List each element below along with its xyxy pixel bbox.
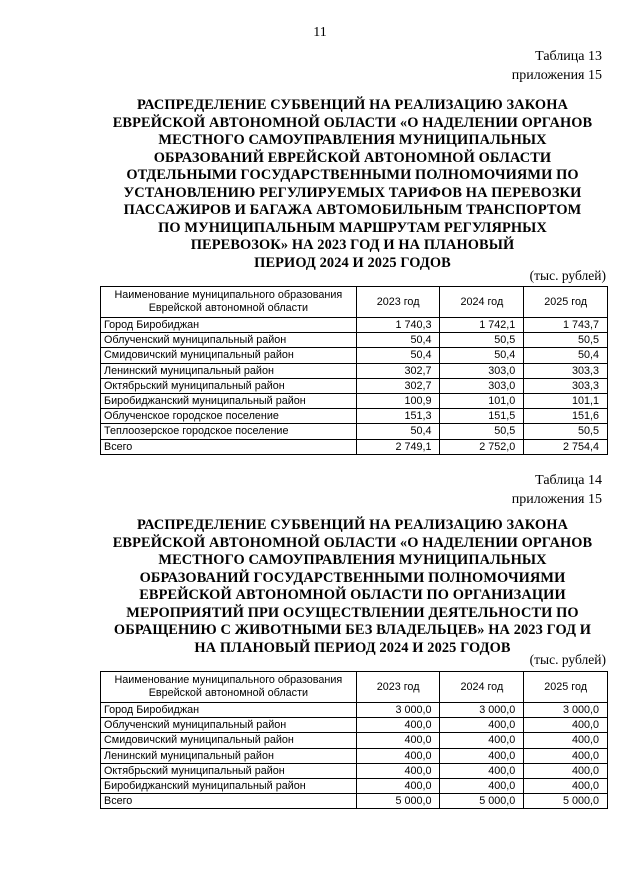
table13-title-line: РАСПРЕДЕЛЕНИЕ СУБВЕНЦИЙ НА РЕАЛИЗАЦИЮ ЗАКОНА [137,97,568,113]
table13-header-row [101,287,608,318]
table-row [101,333,608,348]
table-row [101,363,608,378]
table14-title [95,517,610,657]
row-name: Город Биробиджан [101,318,357,333]
row-name: Октябрьский муниципальный район [101,763,357,778]
table13-title-line: ОТДЕЛЬНЫМИ ГОСУДАРСТВЕННЫМИ ПОЛНОМОЧИЯМИ ПО [126,167,579,183]
value-2023: 400,0 [356,748,440,763]
value-2024: 400,0 [440,718,524,733]
value-2024: 50,5 [440,424,524,439]
value-2024: 50,4 [440,348,524,363]
row-name: Теплоозерское городское поселение [101,424,357,439]
row-name: Октябрьский муниципальный район [101,378,357,393]
value-2025: 400,0 [524,718,608,733]
column-header-name [101,287,357,318]
table14-title-line: ОБРАЩЕНИЮ С ЖИВОТНЫМИ БЕЗ ВЛАДЕЛЬЦЕВ» НА 2023 ГОД И [113,622,592,638]
table13-reference [512,47,602,85]
table-row [101,409,608,424]
column-header-name [101,672,357,703]
value-2025: 400,0 [524,763,608,778]
value-2024: 50,5 [440,333,524,348]
value-2024: 151,5 [440,409,524,424]
value-2023: 50,4 [356,424,440,439]
table14-title-line: МЕСТНОГО САМОУПРАВЛЕНИЯ МУНИЦИПАЛЬНЫХ [158,552,547,568]
value-2023: 50,4 [356,333,440,348]
value-2023: 2 749,1 [356,439,440,454]
table-row [101,748,608,763]
value-2023: 400,0 [356,763,440,778]
table14-reference [512,471,602,509]
table13-title-line: МЕСТНОГО САМОУПРАВЛЕНИЯ МУНИЦИПАЛЬНЫХ [158,132,547,148]
table13-title-line: УСТАНОВЛЕНИЮ РЕГУЛИРУЕМЫХ ТАРИФОВ НА ПЕРЕВОЗКИ [123,184,582,201]
table-row [101,778,608,793]
table13-title [95,97,610,272]
column-header-2024: 2024 год [440,672,524,703]
table-row [101,318,608,333]
column-header-2025: 2025 год [524,287,608,318]
value-2024: 2 752,0 [440,439,524,454]
table14-title-line: РАСПРЕДЕЛЕНИЕ СУБВЕНЦИЙ НА РЕАЛИЗАЦИЮ ЗАКОНА [137,517,568,533]
value-2023: 400,0 [356,718,440,733]
value-2024: 1 742,1 [440,318,524,333]
row-name: Всего [101,439,357,454]
table-row [101,763,608,778]
row-name: Город Биробиджан [101,703,357,718]
value-2025: 303,3 [524,363,608,378]
value-2025: 303,3 [524,378,608,393]
column-header-2023: 2023 год [356,287,440,318]
value-2024: 400,0 [440,748,524,763]
value-2024: 400,0 [440,778,524,793]
row-name: Всего [101,794,357,809]
row-name: Облученский муниципальный район [101,718,357,733]
value-2023: 400,0 [356,733,440,748]
table-row [101,424,608,439]
row-name: Биробиджанский муниципальный район [101,778,357,793]
header-name-line1: Наименование муниципального образования [114,674,343,686]
value-2025: 3 000,0 [524,703,608,718]
value-2024: 3 000,0 [440,703,524,718]
value-2025: 5 000,0 [524,794,608,809]
table14-header-row [101,672,608,703]
value-2025: 151,6 [524,409,608,424]
value-2024: 5 000,0 [440,794,524,809]
value-2025: 2 754,4 [524,439,608,454]
table-row [101,718,608,733]
value-2023: 5 000,0 [356,794,440,809]
value-2023: 302,7 [356,378,440,393]
table14-title-line: ОБРАЗОВАНИЙ ГОСУДАРСТВЕННЫМИ ПОЛНОМОЧИЯМИ [139,569,566,586]
table14-title-line: ЕВРЕЙСКОЙ АВТОНОМНОЙ ОБЛАСТИ ПО ОРГАНИЗАЦИИ [139,587,566,603]
table13-ref-line1: Таблица 13 [535,49,602,64]
table14-ref-line2: приложения 15 [511,492,602,507]
page-number: 11 [313,25,327,40]
table14-title-line: НА ПЛАНОВЫЙ ПЕРИОД 2024 И 2025 ГОДОВ [194,639,511,656]
value-2023: 1 740,3 [356,318,440,333]
value-2024: 303,0 [440,363,524,378]
table-row-total [101,439,608,454]
table-row [101,703,608,718]
row-name: Смидовичский муниципальный район [101,348,357,363]
table13-title-line: ПАССАЖИРОВ И БАГАЖА АВТОМОБИЛЬНЫМ ТРАНСПОРТОМ [123,202,582,218]
column-header-2023: 2023 год [356,672,440,703]
table-row [101,393,608,408]
row-name: Смидовичский муниципальный район [101,733,357,748]
table14-ref-line1: Таблица 14 [535,473,602,488]
value-2023: 400,0 [356,778,440,793]
value-2024: 303,0 [440,378,524,393]
column-header-2024: 2024 год [440,287,524,318]
value-2025: 50,5 [524,424,608,439]
row-name: Биробиджанский муниципальный район [101,393,357,408]
table14-title-line: ЕВРЕЙСКОЙ АВТОНОМНОЙ ОБЛАСТИ «О НАДЕЛЕНИИ ОРГАНОВ [112,534,593,551]
table14-units: (тыс. рублей) [529,652,606,667]
value-2025: 400,0 [524,748,608,763]
table13-title-line: ПО МУНИЦИПАЛЬНЫМ МАРШРУТАМ РЕГУЛЯРНЫХ [158,219,547,236]
row-name: Облученское городское поселение [101,409,357,424]
value-2023: 151,3 [356,409,440,424]
table13-ref-line2: приложения 15 [511,68,602,83]
row-name: Облученский муниципальный район [101,333,357,348]
value-2023: 100,9 [356,393,440,408]
value-2024: 101,0 [440,393,524,408]
header-name-line2: Еврейской автономной области [148,302,309,314]
value-2025: 50,4 [524,348,608,363]
value-2025: 1 743,7 [524,318,608,333]
table13-title-line: ОБРАЗОВАНИЙ ЕВРЕЙСКОЙ АВТОНОМНОЙ ОБЛАСТИ [153,149,552,166]
table-row [101,733,608,748]
value-2024: 400,0 [440,763,524,778]
row-name: Ленинский муниципальный район [101,363,357,378]
value-2023: 302,7 [356,363,440,378]
table13-units: (тыс. рублей) [529,268,606,283]
table-row-total [101,794,608,809]
value-2023: 50,4 [356,348,440,363]
value-2025: 101,1 [524,393,608,408]
value-2025: 50,5 [524,333,608,348]
table14 [100,671,608,809]
column-header-2025: 2025 год [524,672,608,703]
row-name: Ленинский муниципальный район [101,748,357,763]
table13-title-line: ПЕРИОД 2024 И 2025 ГОДОВ [254,254,451,271]
table13-title-line: ПЕРЕВОЗОК» НА 2023 ГОД И НА ПЛАНОВЫЙ [190,237,515,253]
header-name-line1: Наименование муниципального образования [114,289,343,301]
value-2024: 400,0 [440,733,524,748]
table13-title-line: ЕВРЕЙСКОЙ АВТОНОМНОЙ ОБЛАСТИ «О НАДЕЛЕНИИ ОРГАНОВ [112,114,593,131]
table-row [101,348,608,363]
header-name-line2: Еврейской автономной области [148,687,309,699]
table13 [100,286,608,455]
value-2023: 3 000,0 [356,703,440,718]
value-2025: 400,0 [524,733,608,748]
table14-title-line: МЕРОПРИЯТИЙ ПРИ ОСУЩЕСТВЛЕНИИ ДЕЯТЕЛЬНОСТИ ПО [126,604,579,621]
table-row [101,378,608,393]
value-2025: 400,0 [524,778,608,793]
